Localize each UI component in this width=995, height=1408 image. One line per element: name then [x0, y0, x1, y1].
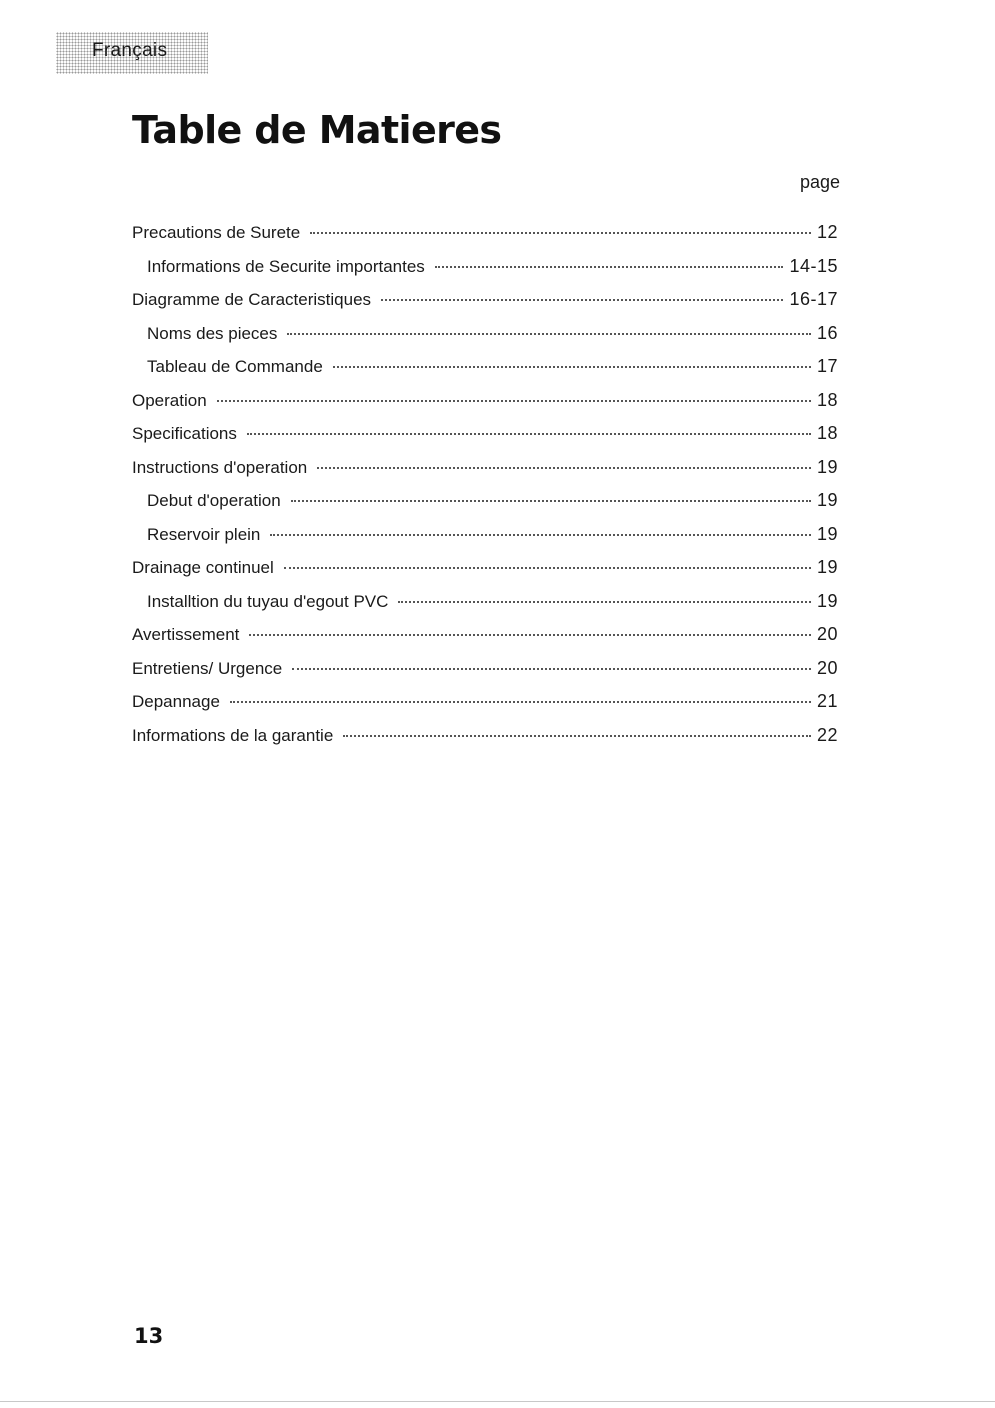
toc-dot-leader — [249, 634, 811, 636]
toc-entry-label: Tableau de Commande — [147, 357, 323, 376]
toc-entry-page: 16-17 — [789, 289, 838, 309]
toc-dot-leader — [291, 500, 811, 502]
toc-entry-page: 19 — [816, 590, 838, 611]
toc-entry-label: Installtion du tuyau d'egout PVC — [147, 591, 389, 611]
toc-entry-page: 21 — [816, 691, 838, 711]
toc-entry — [132, 557, 838, 591]
toc-entry-page: 22 — [816, 724, 838, 745]
toc-entry — [132, 356, 838, 390]
toc-entry-label: Instructions d'operation — [132, 457, 308, 477]
toc-entry-page: 18 — [816, 423, 838, 443]
toc-dot-leader — [284, 567, 811, 569]
toc-dot-leader — [247, 433, 811, 435]
toc-entry-label: Debut d'operation — [147, 491, 281, 510]
toc-dot-leader — [435, 266, 784, 268]
toc-entry-label: Avertissement — [132, 625, 240, 644]
toc-entry-label: Depannage — [132, 692, 220, 711]
page-bottom-edge — [0, 1401, 995, 1402]
toc-entry-page: 14-15 — [789, 255, 838, 276]
toc-entry — [132, 658, 838, 692]
toc-dot-leader — [230, 701, 811, 703]
language-label: Français — [92, 40, 168, 61]
toc-entry — [132, 222, 838, 256]
toc-dot-leader — [310, 232, 811, 234]
toc-entry — [132, 390, 838, 424]
toc-entry-page: 19 — [816, 523, 838, 544]
toc-entry-page: 12 — [816, 222, 838, 242]
toc-entry — [132, 490, 838, 524]
toc-entry — [132, 289, 838, 323]
toc-entry — [132, 624, 838, 658]
toc-dot-leader — [333, 366, 811, 368]
toc-entry-label: Operation — [132, 390, 207, 410]
toc-entry — [132, 725, 838, 759]
toc-entry-page: 19 — [816, 490, 838, 510]
toc-dot-leader — [292, 668, 811, 670]
page-title: Table de Matieres — [132, 108, 502, 152]
toc-entry — [132, 457, 838, 491]
toc-entry-label: Reservoir plein — [147, 524, 261, 544]
toc-entry — [132, 524, 838, 558]
toc-dot-leader — [217, 400, 811, 402]
toc-entry — [132, 423, 838, 457]
toc-entry-page: 19 — [816, 456, 838, 477]
toc-dot-leader — [287, 333, 811, 335]
toc-entry-label: Drainage continuel — [132, 558, 274, 577]
toc-entry-page: 18 — [816, 389, 838, 410]
toc-entry — [132, 256, 838, 290]
toc-dot-leader — [343, 735, 811, 737]
toc-entry — [132, 691, 838, 725]
toc-dot-leader — [317, 467, 811, 469]
toc-entry-label: Informations de la garantie — [132, 725, 334, 745]
toc-dot-leader — [270, 534, 811, 536]
toc-entry-label: Entretiens/ Urgence — [132, 658, 283, 678]
toc-entry — [132, 323, 838, 357]
toc-dot-leader — [398, 601, 811, 603]
page-number: 13 — [134, 1324, 164, 1348]
toc-entry-label: Informations de Securite importantes — [147, 256, 425, 276]
table-of-contents — [132, 222, 838, 758]
toc-entry-page: 16 — [816, 322, 838, 343]
toc-entry-page: 20 — [816, 624, 838, 644]
toc-entry-page: 17 — [816, 356, 838, 376]
toc-entry-label: Diagramme de Caracteristiques — [132, 290, 372, 309]
toc-entry-label: Precautions de Surete — [132, 223, 301, 242]
toc-entry-page: 20 — [816, 657, 838, 678]
toc-entry-page: 19 — [816, 557, 838, 577]
toc-entry-label: Noms des pieces — [147, 323, 278, 343]
toc-dot-leader — [381, 299, 783, 301]
page-column-header: page — [799, 172, 840, 192]
toc-entry — [132, 591, 838, 625]
toc-entry-label: Specifications — [132, 424, 237, 443]
